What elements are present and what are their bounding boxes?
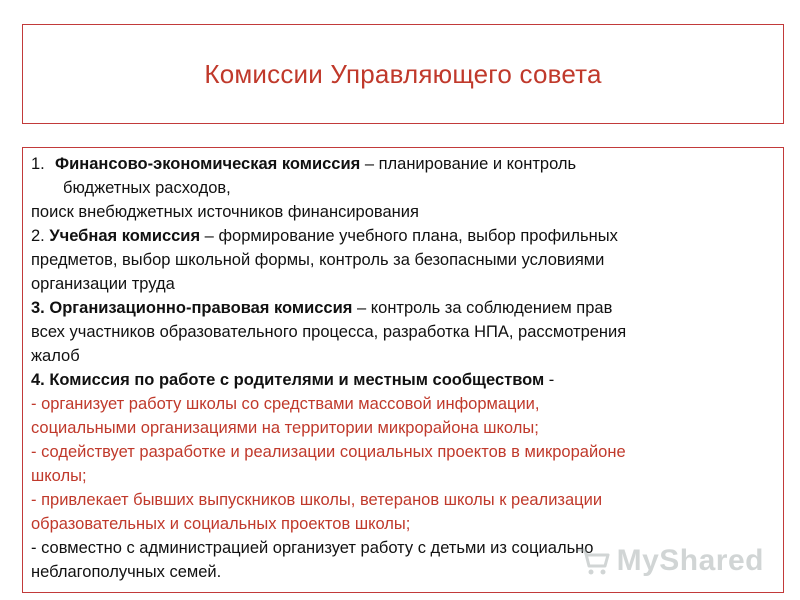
item-2-line-1 — [31, 224, 775, 248]
item-4-bullet-4-cont: неблагополучных семей. — [31, 563, 222, 581]
item-3-line-2: всех участников образовательного процесса, разработка НПА, рассмотрения — [31, 323, 627, 341]
watermark — [577, 544, 764, 578]
item-3-line-1 — [31, 296, 775, 320]
content-box — [22, 147, 784, 593]
item-3-text: – контроль за соблюдением прав — [352, 299, 613, 317]
item-2-line-2: предметов, выбор школьной формы, контроль за безопасными условиями — [31, 251, 605, 269]
item-1-text: – планирование и контроль — [360, 155, 577, 173]
item-4-bullet-2-cont: школы; — [31, 467, 87, 485]
item-4-line-1 — [31, 368, 775, 392]
item-4-bullet-3-cont: образовательных и социальных проектов школы; — [31, 515, 411, 533]
item-1-line-3: поиск внебюджетных источников финансирования — [31, 203, 419, 221]
item-1-line-2: бюджетных расходов, — [63, 179, 231, 197]
slide-title: Комиссии Управляющего совета — [204, 58, 602, 89]
item-4-bullet-4: - совместно с администрацией организует работу с детьми из социально — [31, 539, 594, 557]
item-4-heading: 4. Комиссия по работе с родителями и местным сообществом — [31, 371, 545, 389]
watermark-text: MyShared — [616, 544, 764, 577]
item-4-bullet-3: - привлекает бывших выпускников школы, ветеранов школы к реализации — [31, 491, 603, 509]
item-1-heading: Финансово-экономическая комиссия — [55, 155, 361, 173]
item-2-text: – формирование учебного плана, выбор профильных — [200, 227, 618, 245]
cart-icon — [577, 546, 611, 576]
item-1-number: 1. — [31, 155, 45, 173]
item-4-bullet-1-cont: социальными организациями на территории микрорайона школы; — [31, 419, 539, 437]
item-4-bullet-2: - содействует разработке и реализации социальных проектов в микрорайоне — [31, 443, 626, 461]
item-2-line-3: организации труда — [31, 275, 175, 293]
item-2-number: 2. — [31, 227, 50, 245]
item-4-text: - — [544, 371, 555, 389]
item-3-line-3: жалоб — [31, 347, 80, 365]
item-3-number: 3. — [31, 299, 50, 317]
item-3-heading: Организационно-правовая комиссия — [49, 299, 353, 317]
item-4-bullet-1: - организует работу школы со средствами массовой информации, — [31, 395, 540, 413]
item-1-line-1 — [31, 152, 775, 176]
item-2-heading: Учебная комиссия — [49, 227, 201, 245]
title-box — [22, 24, 784, 124]
